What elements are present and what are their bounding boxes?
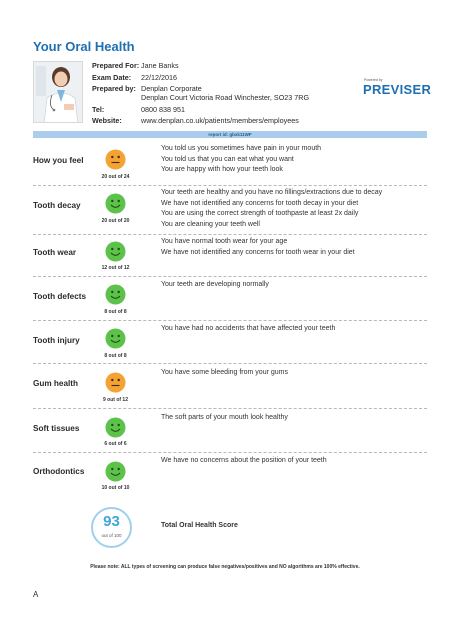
total-score-badge — [91, 507, 132, 548]
row-label-tooth-injury: Tooth injury — [33, 336, 80, 345]
row-details-tooth-decay — [161, 188, 382, 230]
prepared-by-address: Denplan Court Victoria Road Winchester, SO23 7RG — [141, 93, 310, 102]
row-score-tooth-defects: 8 out of 8 — [104, 309, 127, 315]
smile-face-icon — [105, 193, 126, 214]
detail-line: You have normal tooth wear for your age — [161, 238, 288, 245]
row-score-how-you-feel: 20 out of 24 — [101, 174, 130, 180]
row-details-tooth-injury — [161, 324, 335, 335]
row-label-orthodontics: Orthodontics — [33, 467, 85, 476]
disclaimer-note: Please note: ALL types of screening can produce false negatives/positives and NO algorithms are 100% effective. — [90, 564, 360, 570]
smile-face-icon — [105, 284, 126, 305]
tel-label: Tel: — [92, 105, 105, 114]
detail-line: The soft parts of your mouth look healthy — [161, 414, 288, 421]
detail-line: Your teeth are healthy and you have no fillings/extractions due to decay — [161, 189, 383, 196]
row-divider — [33, 276, 427, 277]
row-label-gum-health: Gum health — [33, 379, 79, 388]
row-divider — [33, 363, 427, 364]
previser-logo — [363, 78, 432, 100]
row-details-tooth-wear — [161, 237, 355, 258]
logo-tag: Powered by — [364, 78, 383, 82]
smile-face-icon — [105, 328, 126, 349]
row-divider — [33, 234, 427, 235]
detail-line: We have not identified any concerns for tooth wear in your diet — [161, 248, 355, 256]
total-score-label: Total Oral Health Score — [161, 522, 238, 529]
row-score-tooth-wear: 12 out of 12 — [101, 265, 130, 271]
detail-line: You have had no accidents that have affected your teeth — [161, 325, 336, 332]
prepared-by-label: Prepared by: — [92, 84, 136, 93]
detail-line: You have some bleeding from your gums — [161, 369, 288, 376]
detail-line: Your teeth are developing normally — [161, 281, 269, 288]
detail-line: We have not identified any concerns for tooth decay in your diet — [161, 199, 359, 207]
row-score-orthodontics: 10 out of 10 — [101, 485, 130, 491]
total-score-value: 93 — [103, 513, 120, 530]
neutral-face-icon — [105, 149, 126, 170]
row-divider — [33, 320, 427, 321]
page-title: Your Oral Health — [33, 39, 135, 54]
row-divider — [33, 408, 427, 409]
row-details-soft-tissues — [161, 413, 288, 424]
row-score-tooth-injury: 8 out of 8 — [104, 353, 127, 359]
row-label-how-you-feel: How you feel — [33, 156, 84, 165]
row-label-tooth-decay: Tooth decay — [33, 201, 81, 210]
page-letter: A — [33, 590, 39, 599]
detail-line: You told us that you can eat what you want — [161, 155, 294, 163]
detail-line: We have no concerns about the position of your teeth — [161, 457, 327, 464]
exam-date-label: Exam Date: — [92, 73, 132, 82]
detail-line: You are happy with how your teeth look — [161, 166, 283, 173]
row-details-tooth-defects — [161, 280, 269, 291]
smile-face-icon — [105, 417, 126, 438]
smile-face-icon — [105, 241, 126, 262]
logo-name: PREVISER — [363, 82, 432, 97]
row-label-soft-tissues: Soft tissues — [33, 424, 80, 433]
prepared-by-value: Denplan Corporate — [141, 84, 202, 93]
website-label: Website: — [92, 116, 122, 125]
exam-date-value: 22/12/2016 — [141, 73, 177, 82]
detail-line: You are using the correct strength of toothpaste at least 2x daily — [161, 210, 359, 217]
row-divider — [33, 185, 427, 186]
row-details-how-you-feel — [161, 144, 321, 176]
dentist-photo-illustration — [34, 62, 83, 123]
website-link[interactable]: www.denplan.co.uk/patients/members/employees — [141, 116, 299, 125]
total-score-out-of: out of 100 — [101, 533, 122, 538]
row-score-soft-tissues: 6 out of 6 — [104, 441, 127, 447]
detail-line: You told us you sometimes have pain in your mouth — [161, 145, 322, 152]
prepared-for-value: Jane Banks — [141, 61, 179, 70]
row-score-tooth-decay: 20 out of 20 — [101, 218, 130, 224]
smile-face-icon — [105, 461, 126, 482]
row-details-orthodontics — [161, 456, 327, 467]
row-score-gum-health: 9 out of 12 — [102, 397, 128, 403]
report-id-bar: report id: gbxk11WF — [33, 131, 427, 138]
tel-value: 0800 838 951 — [141, 105, 185, 114]
prepared-for-label: Prepared For: — [92, 61, 140, 70]
dentist-photo — [33, 61, 83, 123]
row-divider — [33, 452, 427, 453]
detail-line: You are cleaning your teeth well — [161, 220, 260, 228]
row-label-tooth-defects: Tooth defects — [33, 292, 87, 301]
row-details-gum-health — [161, 368, 288, 379]
neutral-face-icon — [105, 372, 126, 393]
row-label-tooth-wear: Tooth wear — [33, 248, 77, 257]
